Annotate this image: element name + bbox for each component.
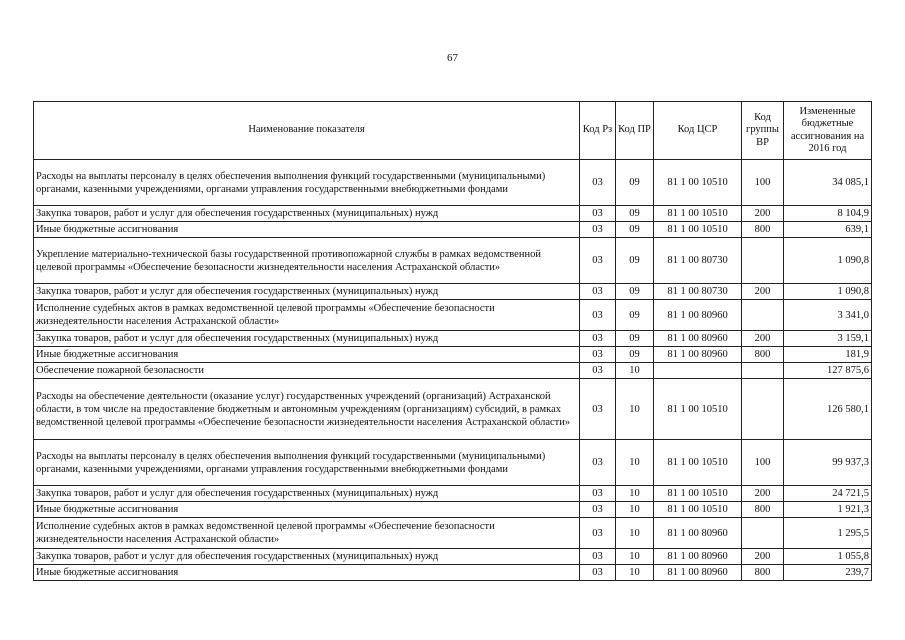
cell-name: Исполнение судебных актов в рамках ведомственной целевой программы «Обеспечение безопасности жизнедеятельности населения Астраханской области» — [34, 518, 580, 549]
cell-pr: 10 — [616, 379, 654, 440]
table-row — [34, 565, 872, 581]
cell-amount: 3 341,0 — [784, 300, 872, 331]
cell-pr: 09 — [616, 284, 654, 300]
cell-pr: 10 — [616, 502, 654, 518]
cell-vr — [742, 300, 784, 331]
table-row — [34, 331, 872, 347]
cell-rz: 03 — [580, 486, 616, 502]
cell-amount: 1 055,8 — [784, 549, 872, 565]
table-row — [34, 502, 872, 518]
header-pr: Код ПР — [616, 102, 654, 160]
cell-csr: 81 1 00 10510 — [654, 379, 742, 440]
cell-csr: 81 1 00 80960 — [654, 331, 742, 347]
cell-amount: 181,9 — [784, 347, 872, 363]
table-row — [34, 379, 872, 440]
header-row — [34, 102, 872, 160]
cell-amount: 1 295,5 — [784, 518, 872, 549]
cell-vr: 200 — [742, 549, 784, 565]
cell-pr: 09 — [616, 160, 654, 206]
cell-pr: 10 — [616, 549, 654, 565]
cell-vr — [742, 518, 784, 549]
cell-pr: 09 — [616, 238, 654, 284]
cell-name: Иные бюджетные ассигнования — [34, 565, 580, 581]
cell-rz: 03 — [580, 331, 616, 347]
cell-name: Закупка товаров, работ и услуг для обеспечения государственных (муниципальных) нужд — [34, 549, 580, 565]
cell-name: Иные бюджетные ассигнования — [34, 502, 580, 518]
cell-rz: 03 — [580, 549, 616, 565]
cell-vr: 800 — [742, 222, 784, 238]
cell-name: Закупка товаров, работ и услуг для обеспечения государственных (муниципальных) нужд — [34, 206, 580, 222]
page-number: 67 — [447, 52, 458, 64]
cell-rz: 03 — [580, 300, 616, 331]
cell-name: Закупка товаров, работ и услуг для обеспечения государственных (муниципальных) нужд — [34, 284, 580, 300]
table-row — [34, 206, 872, 222]
cell-pr: 09 — [616, 347, 654, 363]
cell-rz: 03 — [580, 222, 616, 238]
cell-name: Исполнение судебных актов в рамках ведомственной целевой программы «Обеспечение безопасности жизнедеятельности населения Астраханской области» — [34, 300, 580, 331]
cell-amount: 8 104,9 — [784, 206, 872, 222]
cell-pr: 09 — [616, 206, 654, 222]
budget-table — [33, 101, 872, 581]
cell-csr: 81 1 00 80960 — [654, 549, 742, 565]
cell-csr: 81 1 00 80730 — [654, 284, 742, 300]
cell-csr: 81 1 00 10510 — [654, 206, 742, 222]
cell-rz: 03 — [580, 518, 616, 549]
cell-rz: 03 — [580, 238, 616, 284]
cell-vr: 800 — [742, 347, 784, 363]
cell-rz: 03 — [580, 160, 616, 206]
header-rz: Код Рз — [580, 102, 616, 160]
table-row — [34, 347, 872, 363]
cell-amount: 239,7 — [784, 565, 872, 581]
cell-csr: 81 1 00 10510 — [654, 502, 742, 518]
table-row — [34, 238, 872, 284]
cell-rz: 03 — [580, 206, 616, 222]
cell-vr — [742, 379, 784, 440]
cell-pr: 10 — [616, 363, 654, 379]
cell-pr: 09 — [616, 300, 654, 331]
cell-csr: 81 1 00 80960 — [654, 300, 742, 331]
cell-csr — [654, 363, 742, 379]
cell-pr: 10 — [616, 518, 654, 549]
cell-csr: 81 1 00 10510 — [654, 440, 742, 486]
cell-rz: 03 — [580, 502, 616, 518]
cell-vr: 200 — [742, 284, 784, 300]
table-row — [34, 300, 872, 331]
cell-csr: 81 1 00 10510 — [654, 486, 742, 502]
table-row — [34, 363, 872, 379]
cell-csr: 81 1 00 10510 — [654, 160, 742, 206]
cell-rz: 03 — [580, 440, 616, 486]
cell-pr: 10 — [616, 565, 654, 581]
cell-name: Иные бюджетные ассигнования — [34, 222, 580, 238]
cell-csr: 81 1 00 80960 — [654, 347, 742, 363]
cell-amount: 99 937,3 — [784, 440, 872, 486]
cell-name: Закупка товаров, работ и услуг для обеспечения государственных (муниципальных) нужд — [34, 486, 580, 502]
cell-vr: 200 — [742, 486, 784, 502]
cell-amount: 126 580,1 — [784, 379, 872, 440]
cell-rz: 03 — [580, 363, 616, 379]
header-name: Наименование показателя — [34, 102, 580, 160]
cell-vr: 800 — [742, 502, 784, 518]
cell-pr: 09 — [616, 222, 654, 238]
cell-amount: 1 921,3 — [784, 502, 872, 518]
cell-amount: 1 090,8 — [784, 284, 872, 300]
cell-vr: 200 — [742, 206, 784, 222]
cell-name: Укрепление материально-технической базы государственной противопожарной службы в рамках ведомственной целевой программы «Обеспечение безопасности жизнедеятельности населения Астраханской области» — [34, 238, 580, 284]
cell-name: Расходы на выплаты персоналу в целях обеспечения выполнения функций государственными (муниципальными) органами, казенными учреждениями, органами управления государственными внебюджетными фондами — [34, 440, 580, 486]
cell-rz: 03 — [580, 379, 616, 440]
cell-amount: 24 721,5 — [784, 486, 872, 502]
cell-csr: 81 1 00 80730 — [654, 238, 742, 284]
cell-vr: 200 — [742, 331, 784, 347]
cell-amount: 34 085,1 — [784, 160, 872, 206]
header-amount: Измененные бюджетные ассигнования на 2016 год — [784, 102, 872, 160]
header-vr: Код группы ВР — [742, 102, 784, 160]
table-row — [34, 440, 872, 486]
cell-name: Обеспечение пожарной безопасности — [34, 363, 580, 379]
table-row — [34, 549, 872, 565]
cell-pr: 09 — [616, 331, 654, 347]
cell-amount: 1 090,8 — [784, 238, 872, 284]
header-csr: Код ЦСР — [654, 102, 742, 160]
cell-vr: 800 — [742, 565, 784, 581]
cell-csr: 81 1 00 10510 — [654, 222, 742, 238]
table-row — [34, 160, 872, 206]
cell-vr: 100 — [742, 160, 784, 206]
cell-vr — [742, 363, 784, 379]
cell-name: Расходы на обеспечение деятельности (оказание услуг) государственных учреждений (организаций) Астраханской области, в том числе на предоставление бюджетным и автономным учреждениям (организациям) субсидий, в рамках ведомственной целевой программы «Обеспечение безопасности жизнедеятельности населения Астраханской области» — [34, 379, 580, 440]
cell-amount: 127 875,6 — [784, 363, 872, 379]
cell-rz: 03 — [580, 347, 616, 363]
table-row — [34, 518, 872, 549]
cell-vr — [742, 238, 784, 284]
cell-vr: 100 — [742, 440, 784, 486]
cell-amount: 3 159,1 — [784, 331, 872, 347]
cell-pr: 10 — [616, 440, 654, 486]
cell-rz: 03 — [580, 284, 616, 300]
table-row — [34, 222, 872, 238]
cell-rz: 03 — [580, 565, 616, 581]
cell-pr: 10 — [616, 486, 654, 502]
table-row — [34, 284, 872, 300]
cell-name: Иные бюджетные ассигнования — [34, 347, 580, 363]
cell-csr: 81 1 00 80960 — [654, 518, 742, 549]
table-row — [34, 486, 872, 502]
cell-name: Расходы на выплаты персоналу в целях обеспечения выполнения функций государственными (муниципальными) органами, казенными учреждениями, органами управления государственными внебюджетными фондами — [34, 160, 580, 206]
cell-name: Закупка товаров, работ и услуг для обеспечения государственных (муниципальных) нужд — [34, 331, 580, 347]
cell-csr: 81 1 00 80960 — [654, 565, 742, 581]
cell-amount: 639,1 — [784, 222, 872, 238]
